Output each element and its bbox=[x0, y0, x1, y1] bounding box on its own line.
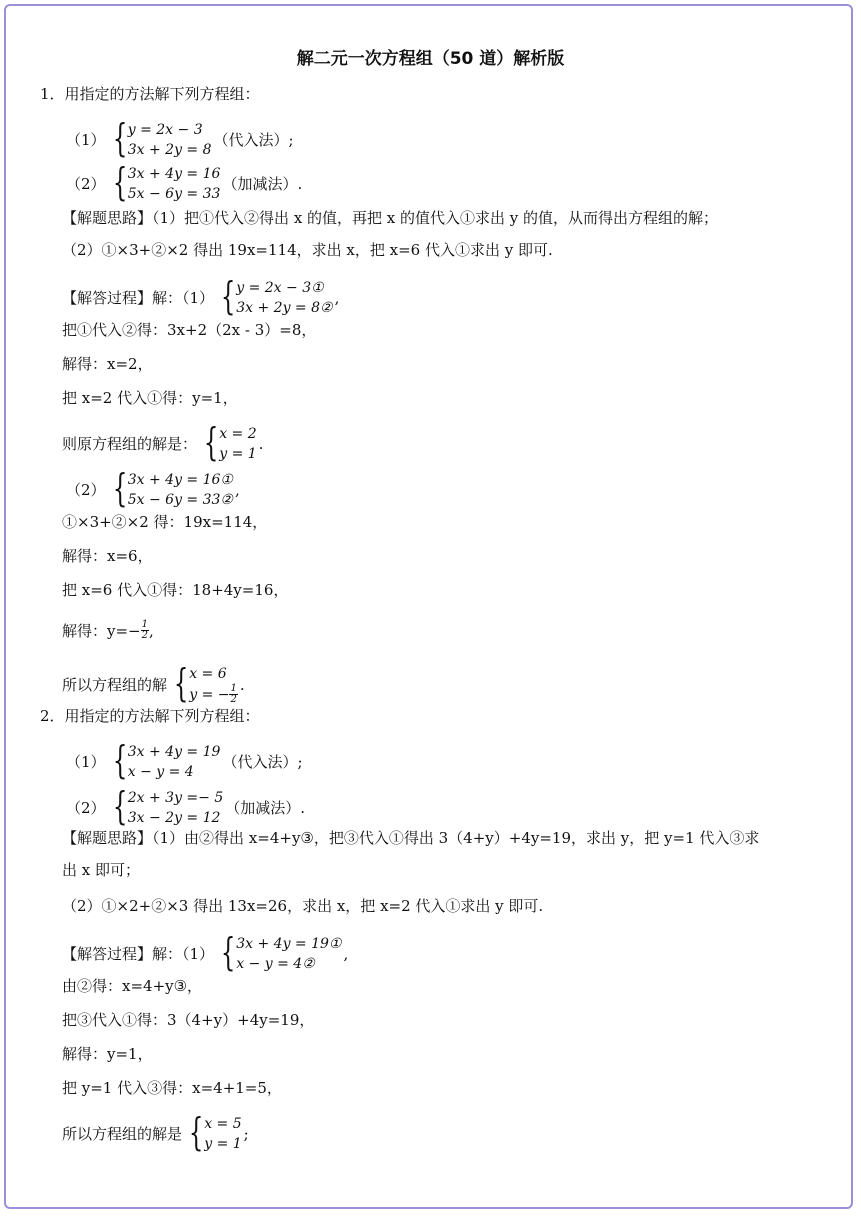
brace-icon: { bbox=[173, 660, 189, 705]
equation-system: { 3x + 4y = 16 5x − 6y = 33 bbox=[112, 160, 221, 204]
problem-2-part-1: （1） { 3x + 4y = 19 x − y = 4 （代入法）; bbox=[66, 738, 303, 782]
equation-system: { 2x + 3y =− 5 3x − 2y = 12 bbox=[112, 784, 224, 828]
solution-step: 解得：x=2， bbox=[62, 355, 153, 373]
solution-idea-cont: 出 x 即可； bbox=[62, 861, 140, 879]
solution-step: 解得：y=1， bbox=[62, 1045, 153, 1063]
solution-idea: 【解题思路】（1）由②得出 x=4+y③，把③代入①得出 3（4+y）+4y=19，求出 y，把 y=1 代入③求 bbox=[62, 829, 760, 847]
solution-step: 解得：x=6， bbox=[62, 547, 153, 565]
solution-part-2: （2） { 3x + 4y = 16① 5x − 6y = 33② , bbox=[66, 466, 240, 510]
solution-step: 把③代入①得：3（4+y）+4y=19， bbox=[62, 1011, 315, 1029]
solution-step: ①×3+②×2 得：19x=114， bbox=[62, 513, 268, 531]
problem-1-part-2: （2） { 3x + 4y = 16 5x − 6y = 33 （加减法）. bbox=[66, 160, 303, 204]
solution-answer: 则原方程组的解是： { x = 2 y = 1 . bbox=[62, 420, 264, 464]
problem-1-part-1: （1） { y = 2x − 3 3x + 2y = 8 （代入法）; bbox=[66, 116, 294, 160]
equation-system: { 3x + 4y = 19 x − y = 4 bbox=[112, 738, 221, 782]
brace-icon: { bbox=[188, 1110, 204, 1154]
brace-icon: { bbox=[220, 930, 236, 974]
brace-icon: { bbox=[112, 466, 127, 510]
problem-2-part-2: （2） { 2x + 3y =− 5 3x − 2y = 12 （加减法）. bbox=[66, 784, 306, 828]
fraction: $\frac{1}{2}$ bbox=[141, 619, 148, 641]
equation-system: { y = 2x − 3 3x + 2y = 8 bbox=[112, 116, 212, 160]
brace-icon: { bbox=[112, 160, 127, 204]
solution-answer: 所以方程组的解是 { x = 5 y = 1 ; bbox=[62, 1110, 249, 1154]
solution-step: 由②得：x=4+y③， bbox=[62, 977, 203, 995]
fraction: $\frac{1}{2}$ bbox=[230, 683, 237, 705]
equation-system: { 3x + 4y = 16① 5x − 6y = 33② bbox=[112, 466, 233, 510]
problem-2-prompt: 2．用指定的方法解下列方程组： bbox=[40, 707, 260, 725]
solution-process: 【解答过程】解：（1） { y = 2x − 3① 3x + 2y = 8② , bbox=[62, 274, 340, 318]
solution-step: 把①代入②得：3x+2（2x - 3）=8， bbox=[62, 321, 317, 339]
brace-icon: { bbox=[112, 116, 127, 160]
solution-answer: 所以方程组的解 { x = 6 y = − $\frac{1}{2}$ . bbox=[62, 660, 245, 705]
brace-icon: { bbox=[203, 420, 219, 464]
solution-idea-2: （2）①×3+②×2 得出 19x=114，求出 x，把 x=6 代入①求出 y 即可. bbox=[62, 241, 553, 259]
equation-system: { x = 2 y = 1 bbox=[203, 420, 257, 464]
problem-1-prompt: 1．用指定的方法解下列方程组： bbox=[40, 85, 260, 103]
page-title: 解二元一次方程组（50 道）解析版 bbox=[296, 49, 565, 69]
brace-icon: { bbox=[220, 274, 236, 318]
solution-idea: 【解题思路】（1）把①代入②得出 x 的值，再把 x 的值代入①求出 y 的值，从而得出方程组的解； bbox=[62, 209, 719, 227]
equation-system: { x = 5 y = 1 bbox=[188, 1110, 242, 1154]
solution-step: 把 x=2 代入①得：y=1， bbox=[62, 389, 238, 407]
equation-system: { y = 2x − 3① 3x + 2y = 8② bbox=[220, 274, 333, 318]
solution-step: 解得：y=− $\frac{1}{2}$ , bbox=[62, 619, 154, 641]
solution-step: 把 y=1 代入③得：x=4+1=5， bbox=[62, 1079, 282, 1097]
brace-icon: { bbox=[112, 784, 127, 828]
solution-process: 【解答过程】解：（1） { 3x + 4y = 19① x − y = 4② , bbox=[62, 930, 349, 974]
equation-system: { x = 6 y = − $\frac{1}{2}$ bbox=[173, 660, 237, 705]
brace-icon: { bbox=[112, 738, 127, 782]
solution-idea-2: （2）①×2+②×3 得出 13x=26，求出 x，把 x=2 代入①求出 y 即可. bbox=[62, 897, 544, 915]
equation-system: { 3x + 4y = 19① x − y = 4② bbox=[220, 930, 342, 974]
solution-step: 把 x=6 代入①得：18+4y=16， bbox=[62, 581, 289, 599]
